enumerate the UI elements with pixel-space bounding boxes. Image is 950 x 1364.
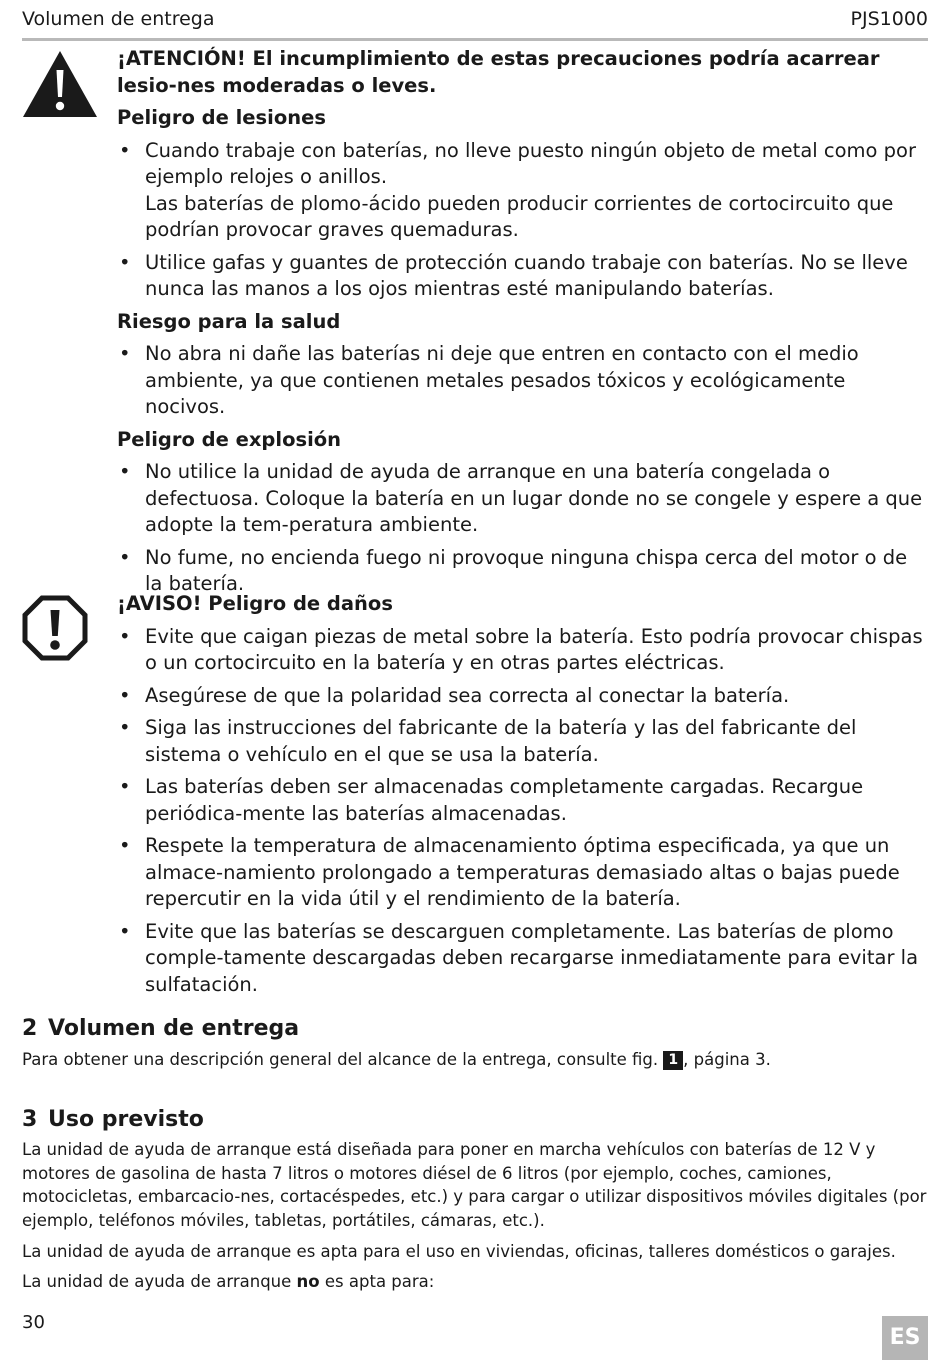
list-item: • Asegúrese de que la polaridad sea correcta al conectar la batería. — [117, 683, 929, 710]
section-2-paragraph — [22, 1048, 928, 1072]
list-item: • Respete la temperatura de almacenamiento óptima especificada, ya que un almace-namiento prolongado a temperaturas demasiado altas o bajas puede repercutir en la vida útil y el rendimiento de la batería. — [117, 833, 929, 913]
section-3-title: Uso previsto — [48, 1107, 204, 1132]
list-item: • Evite que las baterías se descarguen completamente. Las baterías de plomo comple-tamente descargadas deben recargarse inmediatamente para evitar la sulfatación. — [117, 919, 929, 999]
section-2-title: Volumen de entrega — [48, 1016, 300, 1041]
explosion-list — [117, 459, 929, 598]
section-3-last-bold: no — [296, 1272, 320, 1291]
section-2-number: 2 — [22, 1016, 38, 1041]
section-2-text-after: , página 3. — [683, 1050, 771, 1069]
header-rule — [22, 38, 928, 41]
section-3-number: 3 — [22, 1107, 38, 1132]
page-number: 30 — [22, 1312, 45, 1333]
list-item — [117, 138, 929, 244]
section-heading-explosion: Peligro de explosión — [117, 427, 342, 451]
notice-content — [117, 591, 929, 998]
header-section-title: Volumen de entrega — [22, 8, 215, 30]
page-header — [22, 8, 928, 36]
health-list — [117, 341, 929, 421]
list-item: • Evite que caigan piezas de metal sobre la batería. Esto podría provocar chispas o un cortocircuito en la batería y en otras partes eléctricas. — [117, 624, 929, 677]
header-model: PJS1000 — [850, 8, 928, 30]
injury-list — [117, 138, 929, 303]
section-3-paragraph-1: La unidad de ayuda de arranque está diseñada para poner en marcha vehículos con baterías de 12 V y motores de gasolina de hasta 7 litros o motores diésel de 6 litros (por ejemplo, coches, camiones, motocicletas, embarcacio-nes, cortacéspedes, etc.) y para cargar o utilizar dispositivos móviles digitales (por ejemplo, teléfonos móviles, tabletas, portátiles, cámaras, etc.). — [22, 1140, 927, 1230]
section-3-paragraph-2: La unidad de ayuda de arranque es apta para el uso en viviendas, oficinas, talleres domésticos o garajes. — [22, 1242, 896, 1261]
section-2-text: Para obtener una descripción general del alcance de la entrega, consulte fig. — [22, 1050, 659, 1069]
caution-title: ¡ATENCIÓN! El incumplimiento de estas precauciones podría acarrear lesio-nes moderadas o leves. — [117, 47, 880, 97]
language-tab: ES — [882, 1316, 928, 1360]
figure-reference-badge: 1 — [663, 1051, 683, 1070]
notice-list — [117, 624, 929, 999]
list-item: • No fume, no encienda fuego ni provoque ninguna chispa cerca del motor o de la batería. — [117, 545, 929, 598]
warning-triangle-icon — [22, 50, 98, 122]
section-3-heading — [22, 1106, 204, 1134]
section-heading-health: Riesgo para la salud — [117, 309, 341, 333]
caution-content — [117, 46, 929, 598]
notice-title: ¡AVISO! Peligro de daños — [117, 592, 393, 615]
section-heading-injury: Peligro de lesiones — [117, 106, 326, 129]
list-item: • No utilice la unidad de ayuda de arranque en una batería congelada o defectuosa. Coloque la batería en un lugar donde no se congele y espere a que adopte la tem-peratura ambiente. — [117, 459, 929, 539]
document-page — [22, 0, 928, 1364]
list-item-continuation: Las baterías de plomo-ácido pueden producir corrientes de cortocircuito que podrían provocar graves quemaduras. — [145, 191, 894, 241]
list-item: • No abra ni dañe las baterías ni deje que entren en contacto con el medio ambiente, ya que contienen metales pesados tóxicos y ecológicamente nocivos. — [117, 341, 929, 421]
list-item-text: Cuando trabaje con baterías, no lleve puesto ningún objeto de metal como por ejemplo relojes o anillos. — [145, 138, 916, 188]
section-3-last-text-after: es apta para: — [324, 1272, 435, 1291]
list-item: • Las baterías deben ser almacenadas completamente cargadas. Recargue periódica-mente las baterías almacenadas. — [117, 774, 929, 827]
list-item: • Siga las instrucciones del fabricante de la batería y las del fabricante del sistema o vehículo en el que se usa la batería. — [117, 715, 929, 768]
notice-octagon-icon — [22, 595, 88, 665]
section-3-last-text: La unidad de ayuda de arranque — [22, 1272, 292, 1291]
section-2-heading — [22, 1015, 299, 1043]
section-3-paragraph-3 — [22, 1270, 928, 1294]
list-item: • Utilice gafas y guantes de protección cuando trabaje con baterías. No se lleve nunca las manos a los ojos mientras esté manipulando baterías. — [117, 250, 929, 303]
